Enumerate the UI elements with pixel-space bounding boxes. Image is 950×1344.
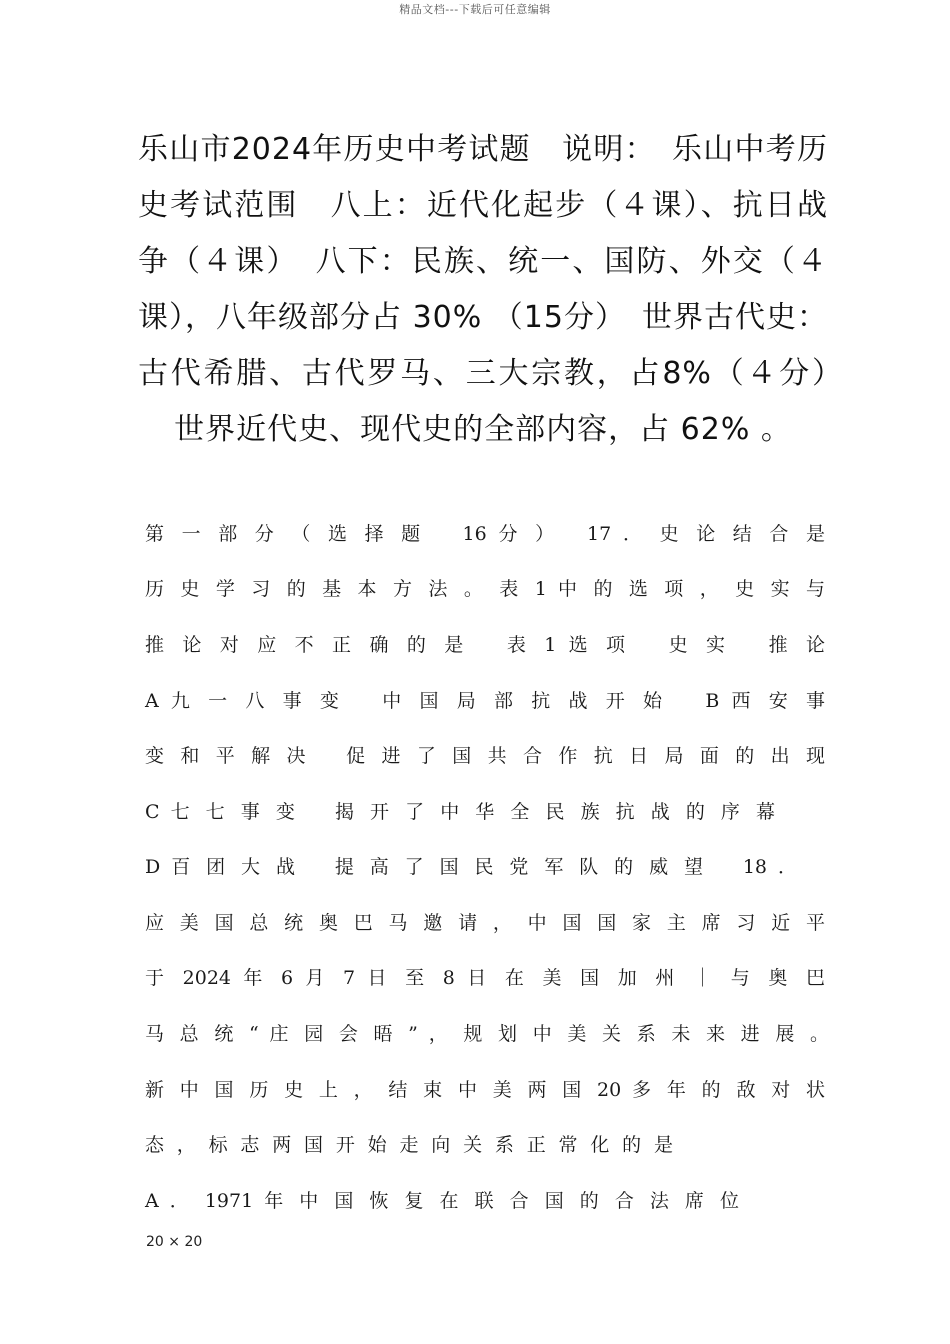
body-line: 于 2024 年 6 月 7 日 至 8 日 在 美 国 加 州 ｜ 与 奥 巴 xyxy=(145,967,825,989)
body-line: 新 中 国 历 史 上 ， 结 束 中 美 两 国 20 多 年 的 敌 对 状 xyxy=(145,1079,825,1101)
body-line: D 百 团 大 战 提 高 了 国 民 党 军 队 的 威 望 18 ． xyxy=(145,856,797,878)
body-line: A 九 一 八 事 变 中 国 局 部 抗 战 开 始 B 西 安 事 xyxy=(145,690,825,712)
body-line: 马 总 统 “ 庄 园 会 晤 ” ， 规 划 中 美 关 系 未 来 进 展 。 xyxy=(145,1023,829,1045)
body-line: C 七 七 事 变 揭 开 了 中 华 全 民 族 抗 战 的 序 幕 xyxy=(145,801,775,823)
body-line: 应 美 国 总 统 奥 巴 马 邀 请 ， 中 国 国 家 主 席 习 近 平 xyxy=(145,912,825,934)
body-line: 变 和 平 解 决 促 进 了 国 共 合 作 抗 日 局 面 的 出 现 xyxy=(145,745,825,767)
body-line: 历 史 学 习 的 基 本 方 法 。 表 1 中 的 选 项 ， 史 实 与 xyxy=(145,578,825,600)
body-line: 态 ， 标 志 两 国 开 始 走 向 关 系 正 常 化 的 是 xyxy=(145,1134,673,1156)
document-title: 乐山市2024年历史中考试题 说明： 乐山中考历史考试范围 八上：近代化起步（４课）、抗日战争（４课） 八下：民族、统一、国防、外交（４课），八年级部分占 30% （15分） 世界古代史：古代希腊、古代罗马、三大宗教，占8%（４分） 世界近代史、现代史的全部内容，占 62% 。 xyxy=(138,132,859,447)
page-header: 精品文档---下载后可任意编辑 xyxy=(399,3,551,16)
footer-note: 20 × 20 xyxy=(146,1234,203,1250)
body-line: A ． 1971 年 中 国 恢 复 在 联 合 国 的 合 法 席 位 xyxy=(145,1190,739,1212)
body-line: 第 一 部 分 （ 选 择 题 16 分 ） 17 ． 史 论 结 合 是 xyxy=(145,523,825,545)
body-line: 推 论 对 应 不 正 确 的 是 表 1 选 项 史 实 推 论 xyxy=(145,634,825,656)
